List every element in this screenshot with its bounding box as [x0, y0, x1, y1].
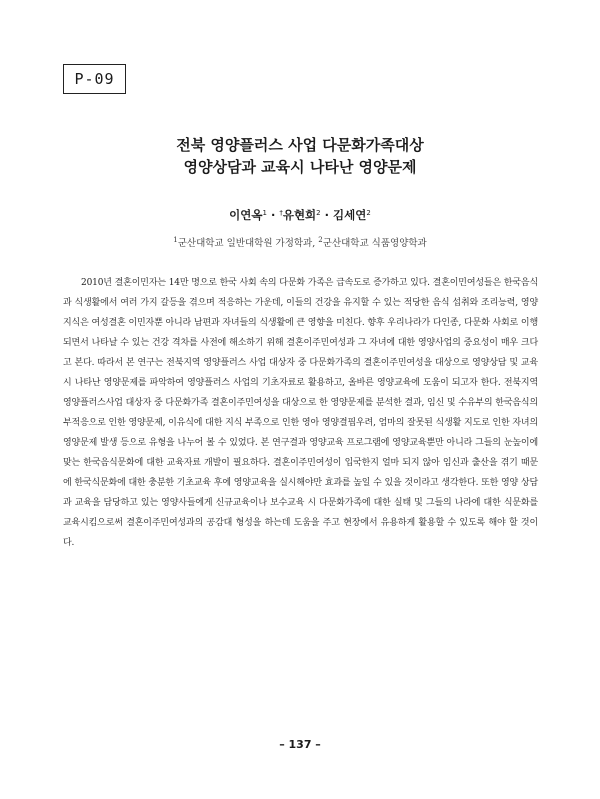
author-name: 유현희	[282, 208, 317, 222]
author-mark: 2	[366, 209, 371, 217]
affiliation-1: 군산대학교 일반대학원 가정학과,	[177, 238, 316, 249]
author-separator: ·	[320, 208, 334, 222]
affiliation-mark: 1	[173, 236, 178, 244]
paper-code-box: P-09	[63, 64, 126, 94]
author-list	[0, 205, 600, 223]
affiliations	[0, 233, 600, 251]
paper-title	[0, 134, 600, 178]
author-name: 이연옥	[229, 208, 263, 222]
affiliation-2: 군산대학교 식품영양학과	[322, 238, 427, 249]
author-mark: 1	[262, 209, 267, 217]
author-separator: ·	[266, 208, 280, 222]
page-number: – 137 –	[279, 738, 321, 751]
author-mark: 2	[316, 209, 321, 217]
affiliation-mark: 2	[318, 236, 323, 244]
title-line-2: 영양상담과 교육시 나타난 영양문제	[183, 158, 417, 176]
author-name: 김세연	[333, 208, 367, 222]
title-line-1: 전북 영양플러스 사업 다문화가족대상	[176, 136, 424, 154]
abstract-body: 2010년 결혼이민자는 14만 명으로 한국 사회 속의 다문화 가족은 급속도로 증가하고 있다. 결혼이민여성들은 한국음식과 식생활에서 여러 가지 갈등을 겪으며 적응하는 가운데, 이들의 건강을 유지할 수 있는 적당한 음식 섭취와 조리능력, 영양지식은 여성결혼 이민자뿐 아니라 남편과 자녀들의 식생활에 큰 영향을 미친다. 향후 우리나라가 다인종, 다문화 사회로 이행되면서 나타날 수 있는 건강 격차를 사전에 해소하기 위해 결혼이주민여성과 그 자녀에 대한 영양사업의 중요성이 매우 크다고 본다. 따라서 본 연구는 전북지역 영양플러스 사업 대상자 중 다문화가족의 결혼이주민여성을 대상으로 영양상담 및 교육시 나타난 영양문제를 파악하여 영양플러스 사업의 기초자료로 활용하고, 올바른 영양교육에 도움이 되고자 한다. 전북지역 영양플러스사업 대상자 중 다문화가족 결혼이주민여성을 대상으로 한 영양문제를 분석한 결과, 임신 및 수유부의 한국음식의 부적응으로 인한 영양문제, 이유식에 대한 지식 부족으로 인한 영아 영양결핍우려, 엄마의 잘못된 식생활 지도로 인한 자녀의 영양문제 발생 등으로 유형을 나누어 볼 수 있었다. 본 연구결과 영양교육 프로그램에 영양교육뿐만 아니라 그들의 눈높이에 맞는 한국음식문화에 대한 교육자료 개발이 필요하다. 결혼이주민여성이 입국한지 얼마 되지 않아 임신과 출산을 겪기 때문에 한국식문화에 대한 충분한 기초교육 후에 영양교육을 실시해야만 효과를 높일 수 있을 것이라고 생각한다. 또한 영양 상담과 교육을 담당하고 있는 영양사들에게 신규교육이나 보수교육 시 다문화가족에 대한 실태 및 그들의 나라에 대한 식문화를 교육시킴으로써 결혼이주민여성과의 공감대 형성을 하는데 도움을 주고 현장에서 유용하게 활용할 수 있도록 해야 할 것이다.	[63, 278, 538, 548]
corresponding-mark: †	[279, 209, 283, 217]
